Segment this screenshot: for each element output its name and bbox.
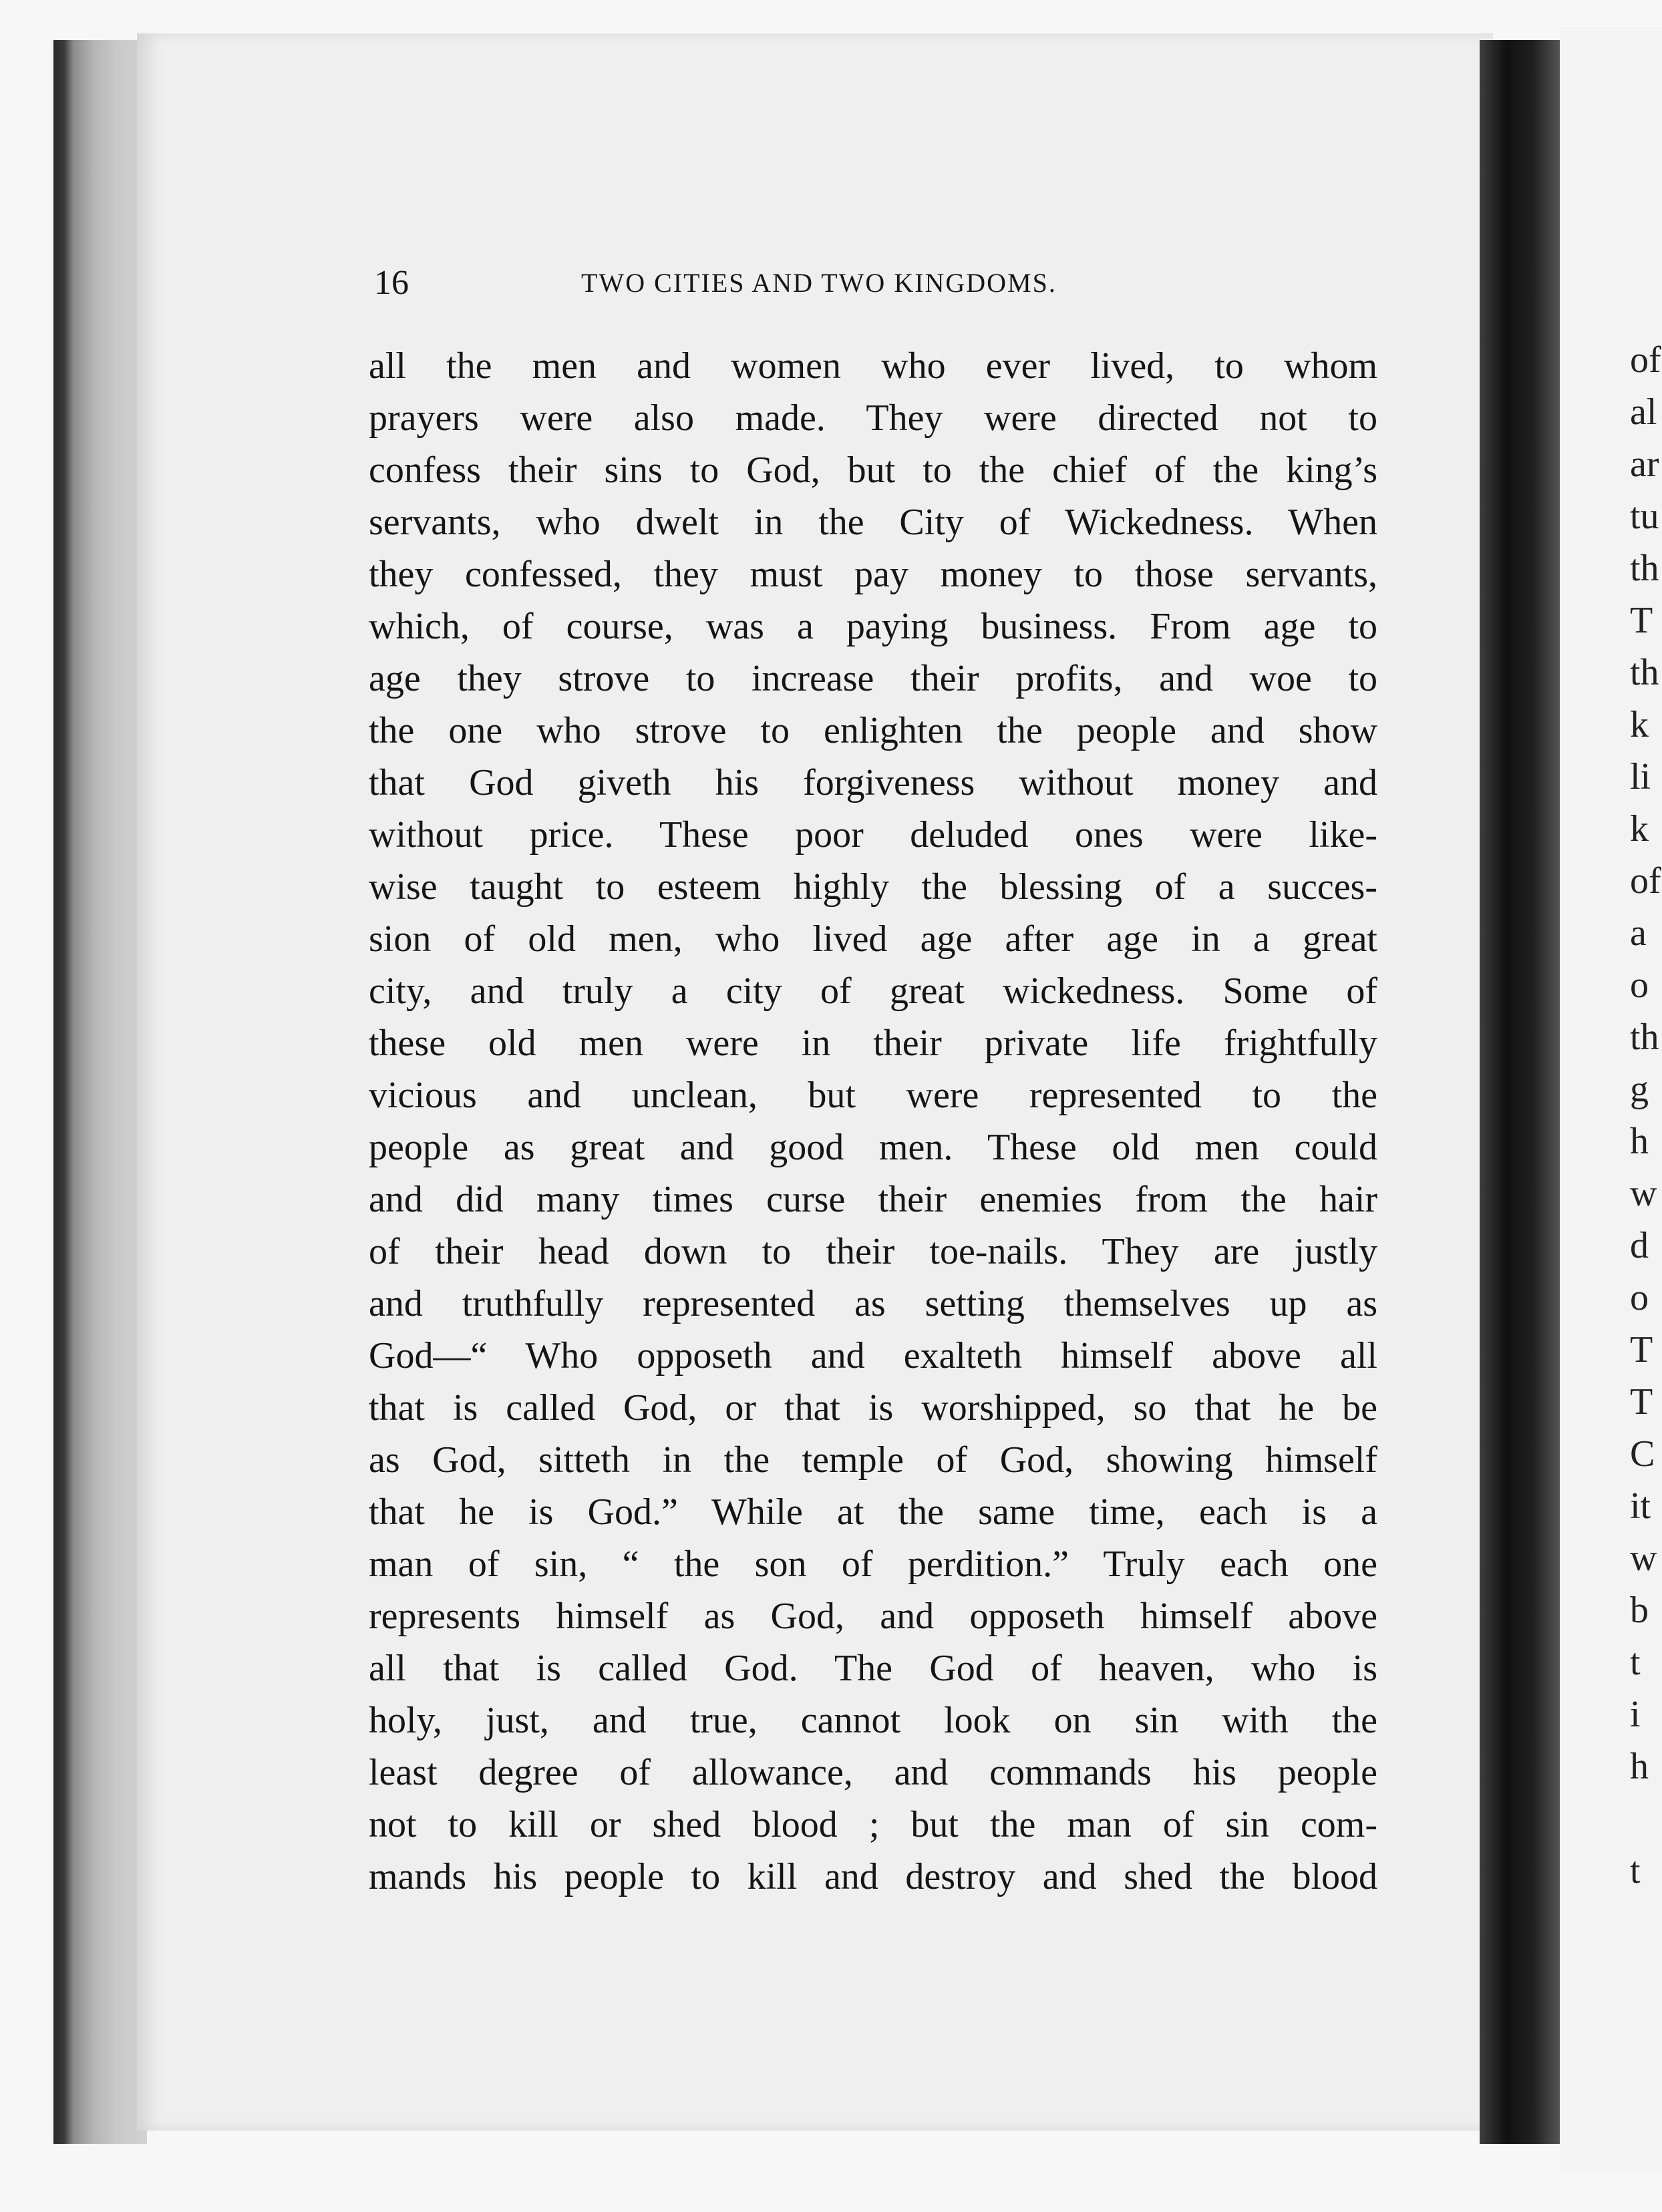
text-line: that God giveth his forgiveness without money and [369,762,1377,803]
facing-page-fragment: al [1630,391,1657,433]
body-text [369,340,1377,1903]
facing-page-fragment: g [1630,1069,1649,1110]
facing-page-fragment: t [1630,1850,1641,1891]
facing-page-fragment: T [1630,1329,1653,1370]
running-head [374,256,1396,310]
text-line: mands his people to kill and destroy and shed the blood [369,1856,1377,1897]
running-title: TWO CITIES AND TWO KINGDOMS. [581,268,1057,298]
facing-page-fragment: i [1630,1694,1641,1735]
text-line: that is called God, or that is worshipped, so that he be [369,1387,1377,1429]
text-line: all the men and women who ever lived, to whom [369,345,1377,387]
text-line: as God, sitteth in the temple of God, showing himself [369,1439,1377,1481]
facing-page-fragment: th [1630,548,1659,589]
facing-page-fragment: ar [1630,443,1659,485]
facing-page-fragment: tu [1630,496,1659,537]
text-line: represents himself as God, and opposeth himself above [369,1596,1377,1637]
text-line: man of sin, “ the son of perdition.” Truly each one [369,1543,1377,1585]
facing-page-fragment: o [1630,1277,1649,1318]
text-line: and truthfully represented as setting themselves up as [369,1283,1377,1324]
facing-page-fragment: C [1630,1433,1655,1475]
book-binding-edge [53,40,147,2144]
text-line: confess their sins to God, but to the chief of the king’s [369,449,1377,491]
text-line: holy, just, and true, cannot look on sin with the [369,1700,1377,1741]
text-line: least degree of allowance, and commands his people [369,1752,1377,1793]
facing-page-fragment: T [1630,600,1653,641]
text-line: sion of old men, who lived age after age in a great [369,918,1377,960]
facing-page-fragment: li [1630,756,1651,797]
text-line: and did many times curse their enemies from the hair [369,1179,1377,1220]
text-line: which, of course, was a paying business. From age to [369,606,1377,647]
text-line: these old men were in their private life frightfully [369,1023,1377,1064]
facing-page-fragment: T [1630,1381,1653,1423]
facing-page-fragment: h [1630,1746,1649,1787]
facing-page-fragment: t [1630,1642,1641,1683]
text-line: age they strove to increase their profits, and woe to [369,658,1377,699]
text-line: not to kill or shed blood ; but the man of sin com- [369,1804,1377,1845]
facing-page-text [1630,334,1662,1897]
text-line: God—“ Who opposeth and exalteth himself above all [369,1335,1377,1376]
text-line: city, and truly a city of great wickedness. Some of [369,970,1377,1012]
facing-page-fragment: w [1630,1537,1657,1579]
facing-page-fragment: k [1630,808,1649,850]
facing-page-fragment: of [1630,339,1661,381]
gutter-shadow [1480,40,1573,2144]
text-line: people as great and good men. These old men could [369,1127,1377,1168]
facing-page-fragment: th [1630,652,1659,693]
text-line: that he is God.” While at the same time, each is a [369,1491,1377,1533]
facing-page-fragment: b [1630,1590,1649,1631]
text-line: all that is called God. The God of heaven, who is [369,1648,1377,1689]
facing-page-fragment: th [1630,1017,1659,1058]
page-number: 16 [374,264,409,302]
facing-page-fragment: w [1630,1173,1657,1214]
text-line: without price. These poor deluded ones were like- [369,814,1377,856]
facing-gap [1630,1793,1662,1845]
facing-page-fragment: d [1630,1225,1649,1266]
text-line: the one who strove to enlighten the people and show [369,710,1377,751]
facing-page-fragment: k [1630,704,1649,745]
text-line: wise taught to esteem highly the blessing of a succes- [369,866,1377,908]
facing-page-fragment: it [1630,1485,1651,1527]
text-line: of their head down to their toe-nails. They are justly [369,1231,1377,1272]
facing-page-fragment: o [1630,964,1649,1006]
facing-page-fragment: h [1630,1121,1649,1162]
text-line: servants, who dwelt in the City of Wickedness. When [369,502,1377,543]
text-line: they confessed, they must pay money to those servants, [369,554,1377,595]
facing-page-fragment: of [1630,860,1661,902]
text-line: prayers were also made. They were directed not to [369,397,1377,439]
facing-page-fragment: a [1630,912,1647,954]
text-line: vicious and unclean, but were represented to the [369,1075,1377,1116]
